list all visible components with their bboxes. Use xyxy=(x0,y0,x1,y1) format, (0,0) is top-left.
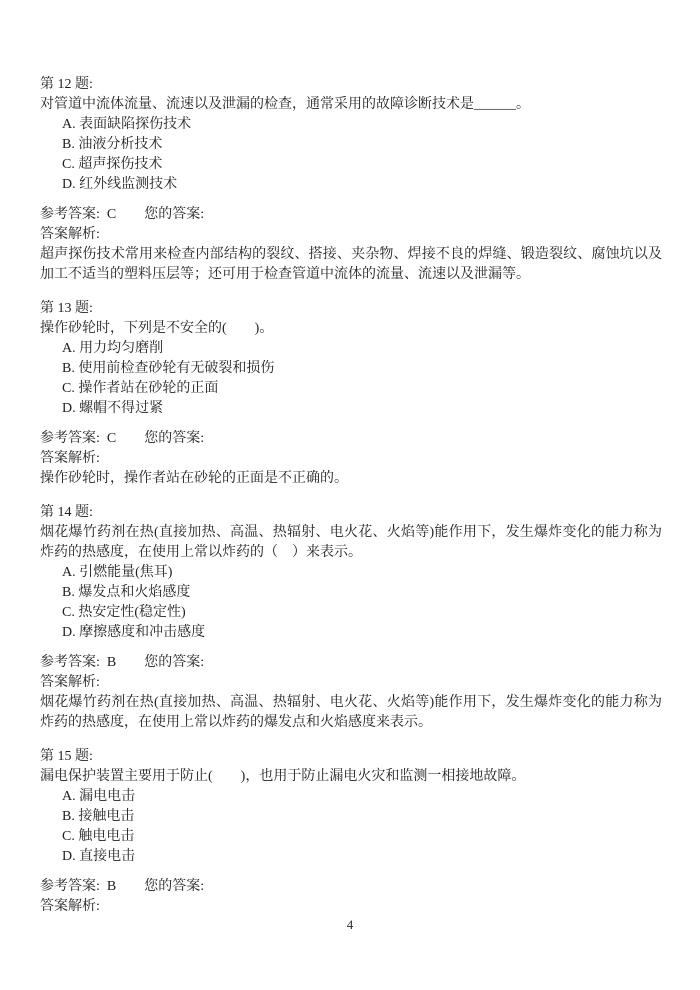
ref-answer-label: 参考答案: xyxy=(40,655,100,670)
ref-answer-label: 参考答案: xyxy=(40,431,100,446)
ref-answer-value: B xyxy=(106,655,117,670)
ref-answer-value: C xyxy=(106,207,117,222)
ref-answer-label: 参考答案: xyxy=(40,879,100,894)
option-a: A. 引燃能量(焦耳) xyxy=(62,565,173,580)
question-number: 第 12 题: xyxy=(40,77,93,92)
exam-content xyxy=(40,75,662,917)
option-c: C. 热安定性(稳定性) xyxy=(62,605,186,620)
your-answer-label: 您的答案: xyxy=(144,655,205,670)
your-answer-label: 您的答案: xyxy=(144,207,205,222)
option-b: B. 接触电击 xyxy=(62,809,135,824)
explanation-label: 答案解析: xyxy=(40,675,100,690)
page-number: 4 xyxy=(346,917,354,932)
answer-line xyxy=(40,429,662,449)
ref-answer-value: C xyxy=(106,431,117,446)
explanation-label: 答案解析: xyxy=(40,899,100,914)
option-c: C. 触电电击 xyxy=(62,829,135,844)
explanation-text: 烟花爆竹药剂在热(直接加热、高温、热辐射、电火花、火焰等)能作用下，发生爆炸变化的能力称为炸药的热感度，在使用上常以炸药的爆发点和火焰感度来表示。 xyxy=(40,695,662,730)
option-d: D. 摩擦感度和冲击感度 xyxy=(62,625,206,640)
option-b: B. 油液分析技术 xyxy=(62,137,163,152)
answer-line xyxy=(40,653,662,673)
option-c: C. 超声探伤技术 xyxy=(62,157,163,172)
ref-answer-label: 参考答案: xyxy=(40,207,100,222)
option-c: C. 操作者站在砂轮的正面 xyxy=(62,381,219,396)
explanation-label: 答案解析: xyxy=(40,227,100,242)
explanation-label: 答案解析: xyxy=(40,451,100,466)
option-d: D. 直接电击 xyxy=(62,849,136,864)
your-answer-label: 您的答案: xyxy=(144,431,205,446)
question-text: 对管道中流体流量、流速以及泄漏的检查，通常采用的故障诊断技术是______。 xyxy=(40,97,530,112)
option-a: A. 用力均匀磨削 xyxy=(62,341,164,356)
question-text: 烟花爆竹药剂在热(直接加热、高温、热辐射、电火花、火焰等)能作用下，发生爆炸变化的能力称为炸药的热感度，在使用上常以炸药的（ ）来表示。 xyxy=(40,525,662,560)
explanation-text: 操作砂轮时，操作者站在砂轮的正面是不正确的。 xyxy=(40,471,348,486)
answer-line xyxy=(40,877,662,897)
option-d: D. 螺帽不得过紧 xyxy=(62,401,164,416)
explanation-text: 超声探伤技术常用来检查内部结构的裂纹、搭接、夹杂物、焊接不良的焊缝、锻造裂纹、腐蚀坑以及加工不适当的塑料压层等；还可用于检查管道中流体的流量、流速以及泄漏等。 xyxy=(40,247,662,282)
question-block-15 xyxy=(40,747,662,917)
question-block-12 xyxy=(40,75,662,285)
option-a: A. 表面缺陷探伤技术 xyxy=(62,117,192,132)
answer-line xyxy=(40,205,662,225)
option-b: B. 爆发点和火焰感度 xyxy=(62,585,191,600)
question-number: 第 15 题: xyxy=(40,749,93,764)
option-a: A. 漏电电击 xyxy=(62,789,136,804)
ref-answer-value: B xyxy=(106,879,117,894)
question-text: 操作砂轮时，下列是不安全的( )。 xyxy=(40,321,274,336)
option-b: B. 使用前检查砂轮有无破裂和损伤 xyxy=(62,361,275,376)
question-text: 漏电保护装置主要用于防止( )，也用于防止漏电火灾和监测一相接地故障。 xyxy=(40,769,526,784)
question-block-13 xyxy=(40,299,662,489)
option-d: D. 红外线监测技术 xyxy=(62,177,178,192)
your-answer-label: 您的答案: xyxy=(144,879,205,894)
question-number: 第 13 题: xyxy=(40,301,93,316)
question-number: 第 14 题: xyxy=(40,505,93,520)
question-block-14 xyxy=(40,503,662,733)
